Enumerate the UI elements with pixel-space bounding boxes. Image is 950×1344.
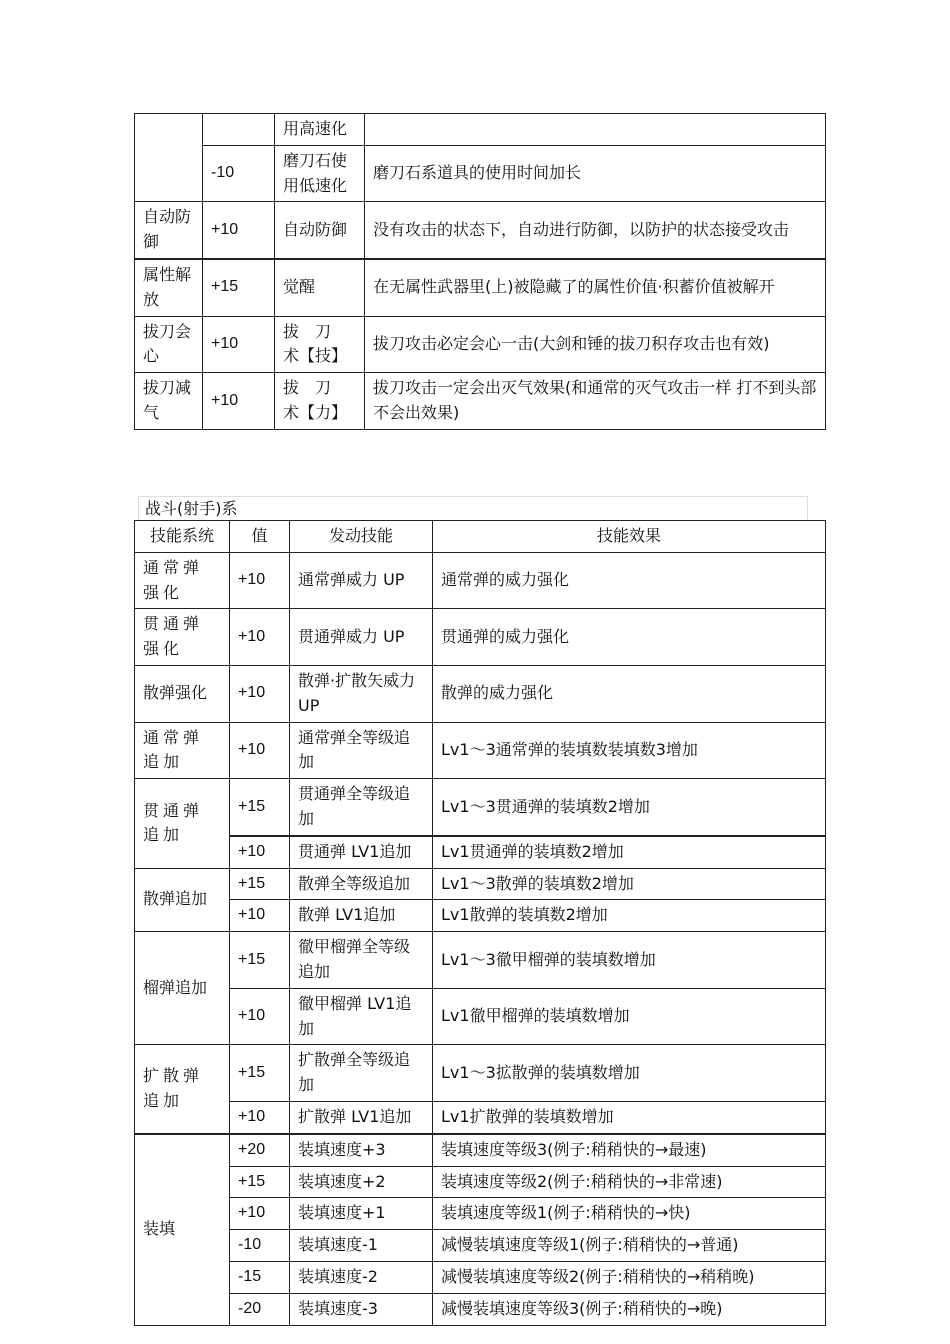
table-row: [135, 202, 826, 259]
system-cell: 自动防御: [135, 202, 203, 259]
value-cell: +10: [230, 552, 290, 609]
table-row: [135, 836, 826, 868]
effect-cell: 拔刀攻击一定会出灭气效果(和通常的灭气攻击一样 打不到头部不会出效果): [365, 373, 826, 430]
table-row: [135, 665, 826, 722]
table-row: [135, 900, 826, 932]
skill-table-continued: [134, 113, 826, 430]
value-cell: +15: [230, 1166, 290, 1198]
table-header-row: [135, 521, 826, 553]
skill-cell: 散弹全等级追加: [290, 868, 433, 900]
effect-cell: Lv1～3散弹的装填数2增加: [433, 868, 826, 900]
system-cell: 通常弹追加: [135, 722, 230, 779]
value-cell: +15: [230, 932, 290, 989]
effect-cell: [365, 114, 826, 146]
skill-cell: 扩散弹全等级追加: [290, 1045, 433, 1102]
effect-cell: Lv1～3通常弹的装填数装填数3增加: [433, 722, 826, 779]
skill-cell: 装填速度-2: [290, 1261, 433, 1293]
value-cell: +10: [203, 373, 275, 430]
system-cell: 贯通弹强化: [135, 609, 230, 666]
system-cell: [135, 114, 203, 202]
table-row: [135, 779, 826, 836]
value-cell: +10: [230, 665, 290, 722]
skill-cell: 贯通弹全等级追加: [290, 779, 433, 836]
value-cell: +15: [203, 259, 275, 316]
skill-cell: 散弹 LV1追加: [290, 900, 433, 932]
system-cell: 拔刀会心: [135, 316, 203, 373]
header-value: 值: [230, 521, 290, 553]
table-row: [135, 1045, 826, 1102]
value-cell: +15: [230, 868, 290, 900]
table-row: [135, 1293, 826, 1325]
value-cell: -20: [230, 1293, 290, 1325]
effect-cell: 减慢装填速度等级2(例子:稍稍快的→稍稍晚): [433, 1261, 826, 1293]
skill-cell: 徹甲榴弹 LV1追加: [290, 988, 433, 1045]
effect-cell: 装填速度等级2(例子:稍稍快的→非常速): [433, 1166, 826, 1198]
table-row: [135, 1166, 826, 1198]
table-row: [135, 373, 826, 430]
skill-cell: 装填速度-3: [290, 1293, 433, 1325]
effect-cell: 在无属性武器里(上)被隐藏了的属性价值·积蓄价值被解开: [365, 259, 826, 316]
effect-cell: 减慢装填速度等级3(例子:稍稍快的→晚): [433, 1293, 826, 1325]
value-cell: +10: [203, 202, 275, 259]
table-row: [135, 1198, 826, 1230]
table-row: [135, 868, 826, 900]
table-row: [135, 932, 826, 989]
value-cell: +15: [230, 779, 290, 836]
system-cell: 散弹追加: [135, 868, 230, 932]
effect-cell: Lv1贯通弹的装填数2增加: [433, 836, 826, 868]
value-cell: -10: [203, 145, 275, 202]
table-row: [135, 316, 826, 373]
skill-cell: 徹甲榴弹全等级追加: [290, 932, 433, 989]
table-row: [135, 988, 826, 1045]
skill-cell: 贯通弹威力 UP: [290, 609, 433, 666]
skill-cell: 拔 刀 术【技】: [275, 316, 365, 373]
table-row: [135, 609, 826, 666]
effect-cell: Lv1～3徹甲榴弹的装填数增加: [433, 932, 826, 989]
table-row: [135, 259, 826, 316]
skill-cell: 贯通弹 LV1追加: [290, 836, 433, 868]
skill-cell: 通常弹全等级追加: [290, 722, 433, 779]
skill-cell: 觉醒: [275, 259, 365, 316]
skill-cell: 扩散弹 LV1追加: [290, 1101, 433, 1133]
value-cell: +10: [230, 836, 290, 868]
effect-cell: 磨刀石系道具的使用时间加长: [365, 145, 826, 202]
effect-cell: Lv1散弹的装填数2增加: [433, 900, 826, 932]
skill-cell: 通常弹威力 UP: [290, 552, 433, 609]
effect-cell: 装填速度等级1(例子:稍稍快的→快): [433, 1198, 826, 1230]
skill-cell: 拔 刀 术【力】: [275, 373, 365, 430]
system-cell: 扩散弹追加: [135, 1045, 230, 1134]
effect-cell: 装填速度等级3(例子:稍稍快的→最速): [433, 1134, 826, 1166]
header-system: 技能系统: [135, 521, 230, 553]
effect-cell: Lv1徹甲榴弹的装填数增加: [433, 988, 826, 1045]
value-cell: +10: [203, 316, 275, 373]
skill-cell: 装填速度+3: [290, 1134, 433, 1166]
value-cell: +15: [230, 1045, 290, 1102]
table-row: [135, 145, 826, 202]
effect-cell: 通常弹的威力强化: [433, 552, 826, 609]
value-cell: +10: [230, 988, 290, 1045]
table-row: [135, 1101, 826, 1133]
header-effect: 技能效果: [433, 521, 826, 553]
skill-cell: 散弹·扩散矢威力 UP: [290, 665, 433, 722]
system-cell: 散弹强化: [135, 665, 230, 722]
skill-cell: 自动防御: [275, 202, 365, 259]
section-title: 战斗(射手)系: [138, 496, 808, 520]
value-cell: +20: [230, 1134, 290, 1166]
system-cell: 属性解放: [135, 259, 203, 316]
value-cell: +10: [230, 722, 290, 779]
effect-cell: 减慢装填速度等级1(例子:稍稍快的→普通): [433, 1230, 826, 1262]
table-row: [135, 114, 826, 146]
system-cell: 装填: [135, 1134, 230, 1325]
shooter-skill-table: [134, 520, 826, 1326]
effect-cell: Lv1～3拡散弹的装填数增加: [433, 1045, 826, 1102]
effect-cell: 没有攻击的状态下，自动进行防御，以防护的状态接受攻击: [365, 202, 826, 259]
effect-cell: 散弹的威力强化: [433, 665, 826, 722]
system-cell: 拔刀减气: [135, 373, 203, 430]
effect-cell: 拔刀攻击必定会心一击(大剑和锤的拔刀积存攻击也有效): [365, 316, 826, 373]
skill-cell: 装填速度+1: [290, 1198, 433, 1230]
value-cell: +10: [230, 1101, 290, 1133]
value-cell: -10: [230, 1230, 290, 1262]
table-row: [135, 1230, 826, 1262]
effect-cell: 贯通弹的威力强化: [433, 609, 826, 666]
table-row: [135, 1134, 826, 1166]
skill-cell: 装填速度+2: [290, 1166, 433, 1198]
table-row: [135, 1261, 826, 1293]
effect-cell: Lv1扩散弹的装填数增加: [433, 1101, 826, 1133]
skill-cell: 用高速化: [275, 114, 365, 146]
system-cell: 通常弹强化: [135, 552, 230, 609]
skill-cell: 装填速度-1: [290, 1230, 433, 1262]
header-skill: 发动技能: [290, 521, 433, 553]
skill-cell: 磨刀石使用低速化: [275, 145, 365, 202]
system-cell: 贯通弹追加: [135, 779, 230, 868]
value-cell: -15: [230, 1261, 290, 1293]
value-cell: +10: [230, 1198, 290, 1230]
value-cell: +10: [230, 900, 290, 932]
system-cell: 榴弹追加: [135, 932, 230, 1045]
effect-cell: Lv1～3贯通弹的装填数2增加: [433, 779, 826, 836]
value-cell: [203, 114, 275, 146]
table-row: [135, 722, 826, 779]
value-cell: +10: [230, 609, 290, 666]
table-row: [135, 552, 826, 609]
